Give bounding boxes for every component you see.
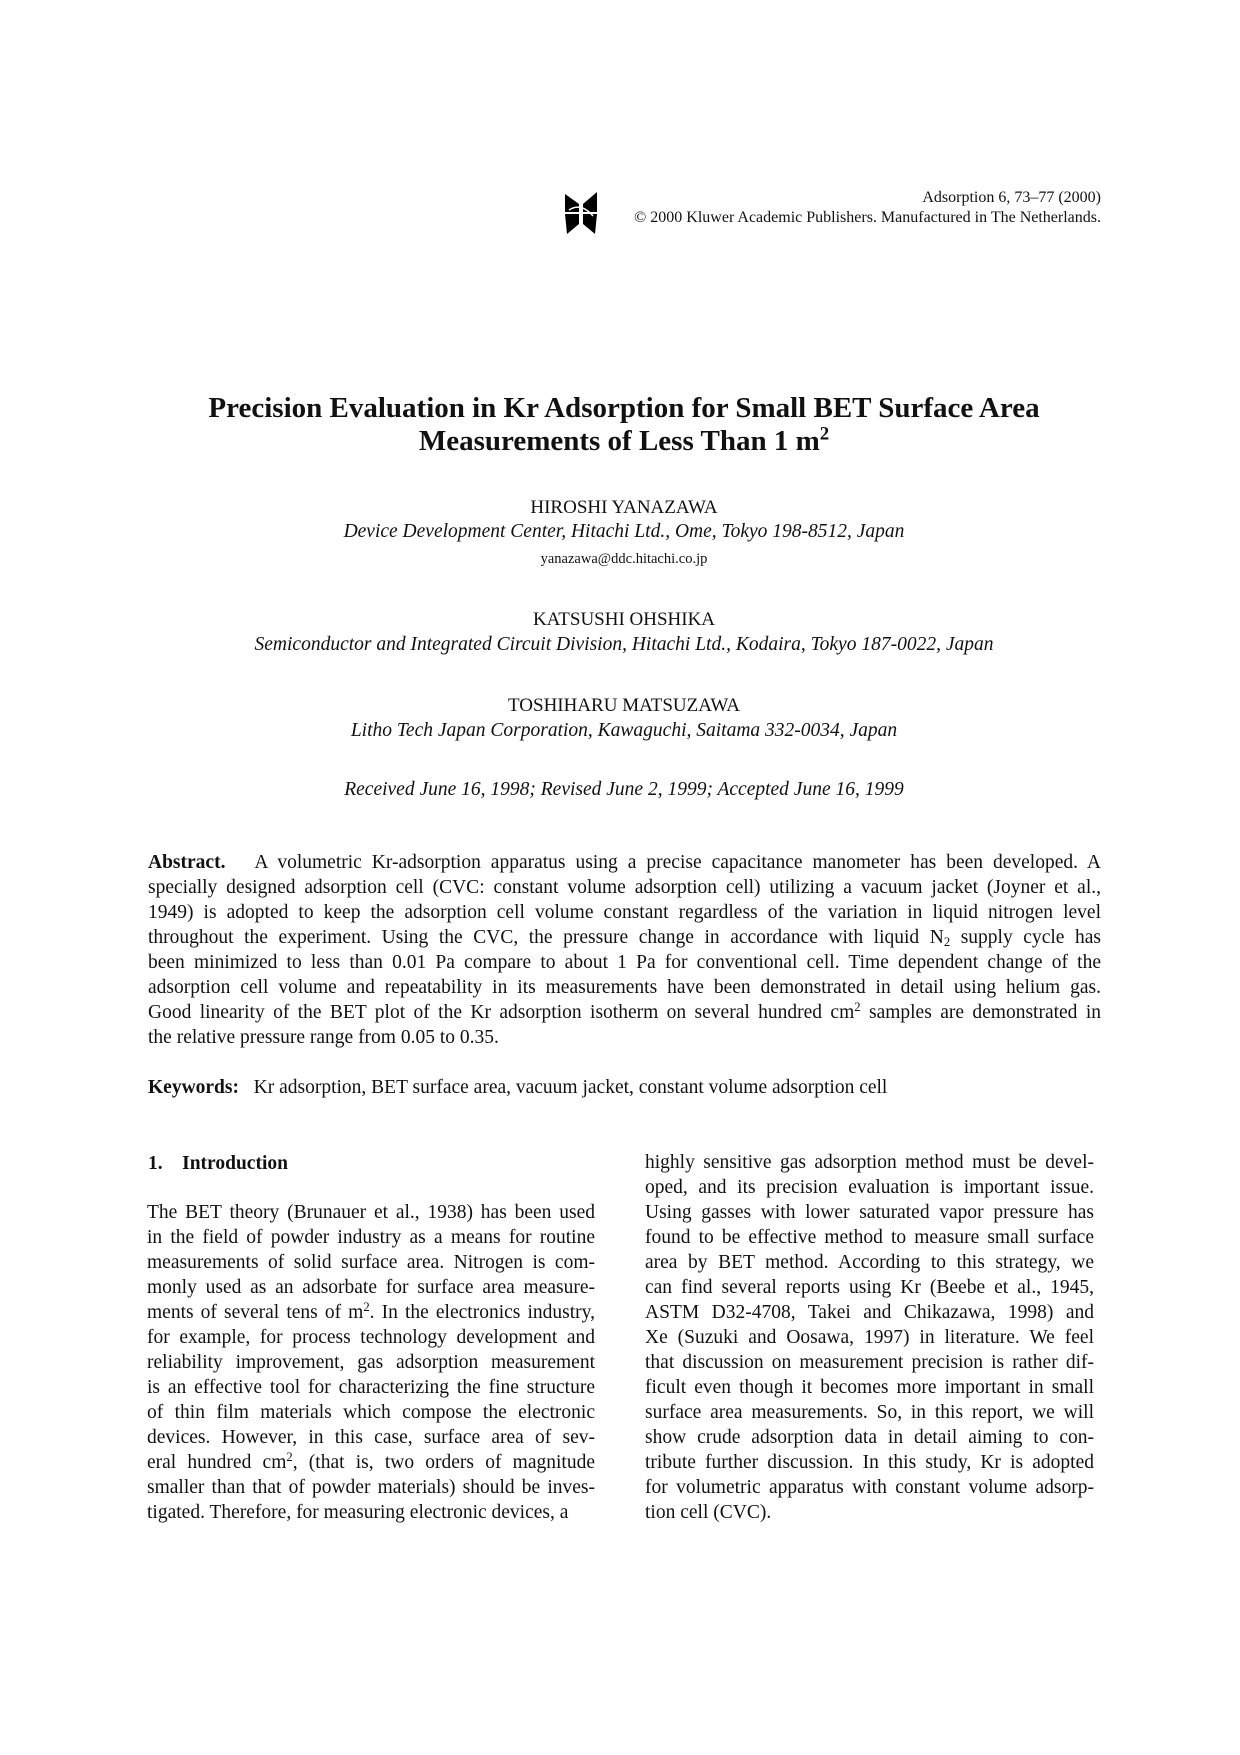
text-segment: specially designed adsorption cell (CVC: constant volume adsorption cell) utilizing a vacuum jacket (Joyner et al.,	[148, 877, 1101, 898]
text-segment: eral hundred cm	[147, 1452, 287, 1473]
section-number: 1.	[148, 1153, 163, 1174]
text-segment: in the field of powder industry as a means for routine	[147, 1227, 595, 1248]
text-segment: A volumetric Kr-adsorption apparatus using a precise capacitance manometer has been developed. A	[245, 852, 1102, 873]
text-segment: ments of several tens of m	[147, 1302, 364, 1323]
text-line	[645, 1325, 1094, 1350]
text-segment: that discussion on measurement precision is rather dif-	[645, 1352, 1094, 1373]
text-segment: smaller than that of powder materials) should be inves-	[147, 1477, 595, 1498]
section-heading	[148, 1153, 288, 1175]
text-segment: is an effective tool for characterizing the fine structure	[147, 1377, 595, 1398]
text-line	[147, 1325, 595, 1350]
text-line	[148, 1000, 1101, 1025]
text-segment: monly used as an adsorbate for surface area measure-	[147, 1277, 595, 1298]
text-segment: . In the electronics industry,	[369, 1302, 595, 1323]
text-segment: tion cell (CVC).	[645, 1502, 772, 1523]
title-line-2: Measurements of Less Than 1 $m^2$	[418, 423, 830, 457]
subscript: 2	[943, 935, 951, 950]
text-segment: found to be effective method to measure small surface	[645, 1227, 1094, 1248]
text-line	[147, 1200, 595, 1225]
keywords-text: Kr adsorption, BET surface area, vacuum jacket, constant volume adsorption cell	[253, 1077, 888, 1098]
paper-title	[0, 392, 1240, 458]
text-segment: ficult even though it becomes more important in small	[645, 1377, 1094, 1398]
text-line	[148, 875, 1101, 900]
text-line	[148, 850, 1101, 875]
text-line	[147, 1475, 595, 1500]
text-segment: the relative pressure range from 0.05 to 0.35.	[148, 1027, 499, 1048]
text-line	[645, 1475, 1094, 1500]
text-line	[148, 975, 1101, 1000]
author-name: KATSUSHI OHSHIKA	[532, 609, 716, 630]
title-line-1: Precision Evaluation in Kr Adsorption for Small BET Surface Area	[208, 392, 1040, 424]
keywords-label: Keywords:	[148, 1077, 239, 1098]
text-line	[645, 1275, 1094, 1300]
abstract	[148, 850, 1101, 1050]
text-segment: for volumetric apparatus with constant volume adsorp-	[645, 1477, 1094, 1498]
keywords	[148, 1077, 887, 1099]
text-line	[645, 1250, 1094, 1275]
text-segment: throughout the experiment. Using the CVC, the pressure change in accordance with liquid N	[148, 927, 944, 948]
text-segment: can find several reports using Kr (Beebe et al., 1945,	[645, 1277, 1094, 1298]
section-title: Introduction	[182, 1153, 288, 1174]
text-segment: show crude adsorption data in detail aiming to con-	[645, 1427, 1094, 1448]
text-segment: of thin film materials which compose the electronic	[147, 1402, 595, 1423]
text-line	[147, 1400, 595, 1425]
text-segment: been minimized to less than 0.01 Pa compare to about 1 Pa for conventional cell. Time dependent change of the	[148, 952, 1101, 973]
author-affiliation: Device Development Center, Hitachi Ltd., Ome, Tokyo 198-8512, Japan	[343, 521, 905, 542]
text-segment: oped, and its precision evaluation is important issue.	[645, 1177, 1094, 1198]
submission-dates: Received June 16, 1998; Revised June 2, 1999; Accepted June 16, 1999	[344, 779, 904, 800]
text-line	[645, 1200, 1094, 1225]
publisher-logo-icon	[563, 192, 599, 234]
text-segment: highly sensitive gas adsorption method must be devel-	[645, 1152, 1094, 1173]
text-line	[148, 1025, 1101, 1050]
text-segment: supply cycle has	[950, 927, 1101, 948]
text-line	[147, 1275, 595, 1300]
journal-citation: Adsorption 6, 73–77 (2000)	[922, 189, 1101, 206]
text-line	[645, 1150, 1094, 1175]
text-segment: adsorption cell volume and repeatability in its measurements have been demonstrated in detail using helium gas.	[148, 977, 1101, 998]
text-line	[645, 1425, 1094, 1450]
text-line	[147, 1300, 595, 1325]
text-segment: measurements of solid surface area. Nitrogen is com-	[147, 1252, 595, 1273]
text-line	[645, 1375, 1094, 1400]
text-segment: , (that is, two orders of magnitude	[292, 1452, 595, 1473]
text-line	[147, 1450, 595, 1475]
text-line	[148, 950, 1101, 975]
text-segment: Xe (Suzuki and Oosawa, 1997) in literature. We feel	[645, 1327, 1094, 1348]
text-line	[147, 1250, 595, 1275]
text-line	[645, 1225, 1094, 1250]
author-name: TOSHIHARU MATSUZAWA	[508, 695, 740, 716]
text-line	[148, 900, 1101, 925]
superscript: 2	[363, 1300, 370, 1315]
text-line	[147, 1350, 595, 1375]
text-line	[645, 1350, 1094, 1375]
text-line	[147, 1425, 595, 1450]
text-segment: for example, for process technology development and	[147, 1327, 595, 1348]
abstract-label: Abstract.	[148, 852, 226, 873]
text-line	[645, 1300, 1094, 1325]
superscript: 2	[854, 1000, 861, 1015]
author-name: HIROSHI YANAZAWA	[530, 497, 718, 518]
left-column-text	[147, 1200, 595, 1525]
author-affiliation: Semiconductor and Integrated Circuit Division, Hitachi Ltd., Kodaira, Tokyo 187-0022, Japan	[254, 634, 994, 655]
text-segment: tribute further discussion. In this study, Kr is adopted	[645, 1452, 1094, 1473]
text-segment: tigated. Therefore, for measuring electronic devices, a	[147, 1502, 569, 1523]
text-line	[148, 925, 1101, 950]
text-line	[147, 1500, 595, 1525]
author-email[interactable]: yanazawa@ddc.hitachi.co.jp	[540, 551, 708, 567]
copyright-notice: © 2000 Kluwer Academic Publishers. Manufactured in The Netherlands.	[634, 209, 1101, 226]
text-segment: The BET theory (Brunauer et al., 1938) has been used	[147, 1202, 595, 1223]
text-segment: reliability improvement, gas adsorption measurement	[147, 1352, 595, 1373]
text-segment: ASTM D32-4708, Takei and Chikazawa, 1998) and	[645, 1302, 1094, 1323]
text-segment: surface area measurements. So, in this report, we will	[645, 1402, 1094, 1423]
right-column-text	[645, 1150, 1094, 1525]
text-segment: 1949) is adopted to keep the adsorption cell volume constant regardless of the variation in liquid nitrogen level	[148, 902, 1101, 923]
text-line	[147, 1375, 595, 1400]
journal-header	[634, 188, 1101, 228]
text-line	[645, 1400, 1094, 1425]
text-line	[645, 1500, 1094, 1525]
text-line	[147, 1225, 595, 1250]
text-segment: samples are demonstrated in	[860, 1002, 1101, 1023]
author-affiliation: Litho Tech Japan Corporation, Kawaguchi, Saitama 332-0034, Japan	[350, 720, 898, 741]
text-line	[645, 1175, 1094, 1200]
text-line	[645, 1450, 1094, 1475]
text-segment: devices. However, in this case, surface area of sev-	[147, 1427, 595, 1448]
text-segment: Good linearity of the BET plot of the Kr adsorption isotherm on several hundred cm	[148, 1002, 855, 1023]
text-segment: area by BET method. According to this strategy, we	[645, 1252, 1094, 1273]
superscript: 2	[286, 1450, 293, 1465]
text-segment: Using gasses with lower saturated vapor pressure has	[645, 1202, 1094, 1223]
